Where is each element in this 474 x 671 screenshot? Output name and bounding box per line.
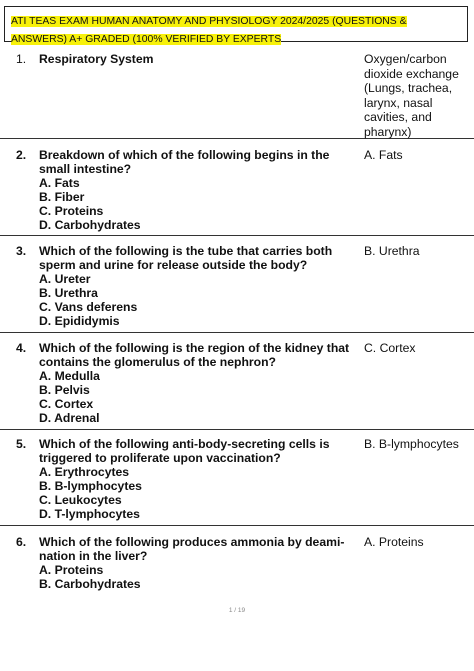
question-stem: Respiratory System xyxy=(39,52,154,66)
option-c: C. Leukocytes xyxy=(39,493,122,507)
question-text xyxy=(39,148,361,232)
question-number: 5. xyxy=(16,437,27,451)
qa-row-6 xyxy=(0,526,474,598)
question-text xyxy=(39,341,361,425)
option-d: D. Carbohydrates xyxy=(39,218,141,232)
qa-row-3 xyxy=(0,236,474,333)
qa-row-1 xyxy=(0,48,474,139)
question-text xyxy=(39,52,361,66)
page-indicator: 1 / 19 xyxy=(228,607,246,614)
document-header xyxy=(4,6,468,45)
qa-row-2 xyxy=(0,139,474,236)
option-b: B. Fiber xyxy=(39,190,85,204)
option-d: D. Adrenal xyxy=(39,411,100,425)
option-b: B. Urethra xyxy=(39,286,98,300)
question-number: 1. xyxy=(16,52,27,66)
option-a: A. Fats xyxy=(39,176,80,190)
question-number: 6. xyxy=(16,535,27,549)
question-text xyxy=(39,437,361,521)
option-c: C. Vans deferens xyxy=(39,300,138,314)
option-b: B. Pelvis xyxy=(39,383,90,397)
question-stem: Which of the following is the region of the kidney that contains the glomerulus of the nephron? xyxy=(39,341,350,369)
option-a: A. Ureter xyxy=(39,272,91,286)
qa-row-5 xyxy=(0,430,474,526)
option-b: B. Carbohydrates xyxy=(39,577,141,591)
option-a: A. Proteins xyxy=(39,563,104,577)
option-c: C. Proteins xyxy=(39,204,104,218)
question-text xyxy=(39,535,361,591)
question-stem: Breakdown of which of the following begins in the small intestine? xyxy=(39,148,330,176)
answer-text: A. Fats xyxy=(364,148,403,162)
answer-text: B. Urethra xyxy=(364,244,420,258)
answer-text: C. Cortex xyxy=(364,341,416,355)
question-number: 2. xyxy=(16,148,27,162)
question-number: 4. xyxy=(16,341,27,355)
qa-row-4 xyxy=(0,333,474,430)
question-stem: Which of the following produces ammonia by deami-nation in the liver? xyxy=(39,535,345,563)
document-title: ATI TEAS EXAM HUMAN ANATOMY AND PHYSIOLOGY 2024/2025 (QUESTIONS & ANSWERS) A+ GRADED (100% VERIFIED BY EXPERTS xyxy=(11,16,407,45)
option-d: D. T-lymphocytes xyxy=(39,507,140,521)
option-c: C. Cortex xyxy=(39,397,94,411)
answer-text: B. B-lymphocytes xyxy=(364,437,459,451)
question-stem: Which of the following anti-body-secreting cells is triggered to proliferate upon vaccination? xyxy=(39,437,330,465)
question-stem: Which of the following is the tube that carries both sperm and urine for release outside the body? xyxy=(39,244,333,272)
option-d: D. Epididymis xyxy=(39,314,120,328)
option-a: A. Erythrocytes xyxy=(39,465,130,479)
option-b: B. B-lymphocytes xyxy=(39,479,142,493)
question-number: 3. xyxy=(16,244,27,258)
option-a: A. Medulla xyxy=(39,369,100,383)
answer-text: Oxygen/carbon dioxide exchange (Lungs, trachea, larynx, nasal cavities, and pharynx) xyxy=(364,52,459,139)
question-text xyxy=(39,244,361,328)
answer-text: A. Proteins xyxy=(364,535,424,549)
